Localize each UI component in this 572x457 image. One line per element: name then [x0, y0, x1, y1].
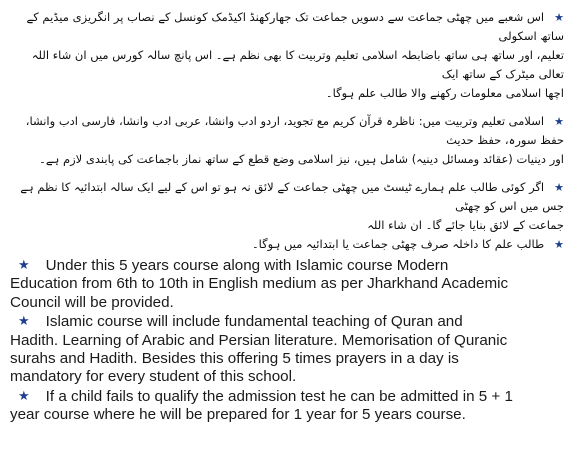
english-paragraph-1: [10, 256, 564, 312]
urdu-paragraph-2: [10, 112, 564, 169]
urdu-paragraph-1-line-2: تعلیم، اور ساتھ ہی ساتھ باضابطہ اسلامی تعلیم وتربیت کا بھی نظم ہے۔ اس پانچ سالہ کورس میں ان شاء اللہ تعالی میٹرک کے ساتھ ایک: [31, 48, 564, 81]
urdu-paragraph-1: [10, 8, 564, 103]
english-paragraph-2: [10, 312, 564, 387]
star-bullet-icon: ★: [554, 238, 564, 251]
urdu-paragraph-3: [10, 178, 564, 235]
urdu-paragraph-1-line-3: اچھا اسلامی معلومات رکھنے والا طالب علم ہوگا۔: [325, 86, 564, 100]
english-section: [10, 256, 564, 425]
english-paragraph-3-line-2: year course where he will be prepared for 1 year for 5 years course.: [10, 406, 466, 424]
english-paragraph-1-line-2: Education from 6th to 10th in English medium as per Jharkhand Academic: [10, 275, 509, 293]
english-paragraph-2-line-4: mandatory for every student of this school.: [10, 368, 297, 386]
english-paragraph-1-line-1: ★ Under this 5 years course along with Islamic course Modern: [18, 257, 449, 274]
urdu-paragraph-4: [10, 235, 564, 254]
star-bullet-icon: ★: [554, 11, 564, 24]
urdu-paragraph-4-line-1: ★طالب علم کا داخلہ صرف چھٹی جماعت یا ابتدائیہ میں ہوگا۔: [10, 235, 564, 254]
urdu-paragraph-3-line-1: ★اگر کوئی طالب علم ہمارے ٹیسٹ میں چھٹی جماعت کے لائق نہ ہو تو اس کے لیے ایک سالہ ابتدائیہ کا نظم ہے جس میں اس کو چھٹی: [20, 180, 564, 213]
star-bullet-icon: ★: [554, 181, 564, 194]
english-paragraph-2-line-2: Hadith. Learning of Arabic and Persian literature. Memorisation of Quranic: [10, 331, 508, 349]
english-paragraph-2-line-1: ★ Islamic course will include fundamental teaching of Quran and: [18, 313, 463, 331]
star-bullet-icon: ★: [18, 387, 30, 403]
english-paragraph-1-line-3: Council will be provided.: [10, 293, 174, 311]
english-paragraph-3: [10, 387, 564, 425]
star-bullet-icon: ★: [18, 313, 30, 329]
star-bullet-icon: ★: [554, 115, 564, 128]
urdu-paragraph-2-line-1: ★اسلامی تعلیم وتربیت میں: ناظرہ قرآن کریم مع تجوید، اردو ادب وانشا، عربی ادب وانشا، فارسی ادب وانشا، حفظ سورہ، حفظ حدیث: [25, 114, 564, 147]
star-bullet-icon: ★: [18, 257, 30, 272]
urdu-section: [10, 8, 564, 254]
urdu-paragraph-2-line-2: اور دینیات (عقائد ومسائل دینیہ) شامل ہیں، نیز اسلامی وضع قطع کے ساتھ نماز باجماعت کی پابندی لازم ہے۔: [39, 152, 564, 166]
english-paragraph-3-line-1: ★ If a child fails to qualify the admission test he can be admitted in 5 + 1: [18, 387, 513, 405]
urdu-paragraph-3-line-2: جماعت کے لائق بنایا جائے گا۔ ان شاء اللہ: [367, 218, 564, 232]
english-paragraph-2-line-3: surahs and Hadith. Besides this offering 5 times prayers in a day is: [10, 350, 459, 368]
urdu-paragraph-1-line-1: ★اس شعبے میں چھٹی جماعت سے دسویں جماعت تک جھارکھنڈ اکیڈمک کونسل کے نصاب پر انگریزی میڈیم کے ساتھ اسکولی: [26, 10, 564, 43]
